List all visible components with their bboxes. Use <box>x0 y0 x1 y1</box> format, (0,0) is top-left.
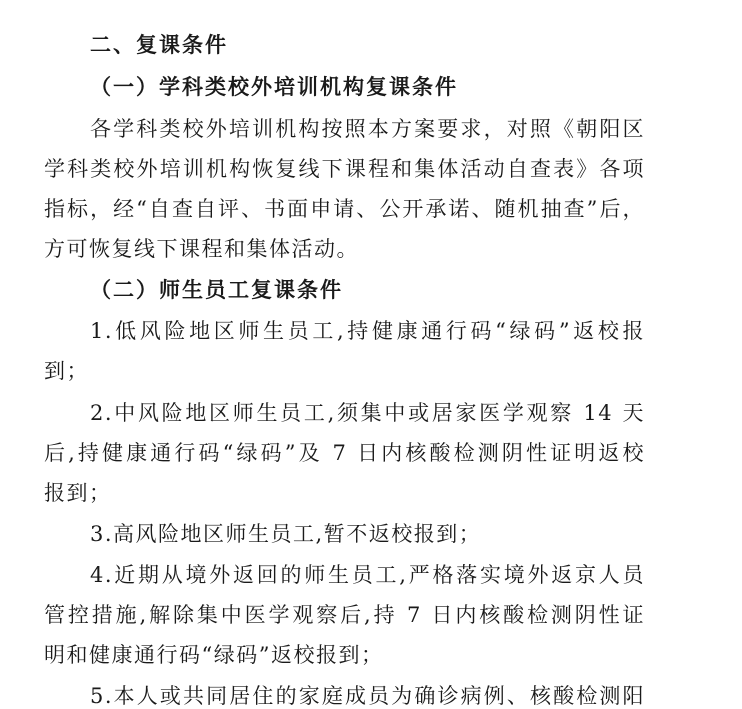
list-item-line: 5.本人或共同居住的家庭成员为确诊病例、核酸检测阳 <box>90 684 645 708</box>
list-item-line: 明和健康通行码“绿码”返校报到； <box>44 643 384 667</box>
subsection-title-1: （一）学科类校外培训机构复课条件 <box>90 75 458 99</box>
list-item-line: 4.近期从境外返回的师生员工,严格落实境外返京人员 <box>90 563 645 587</box>
list-item-line: 3.高风险地区师生员工,暂不返校报到； <box>90 522 482 546</box>
paragraph-line: 方可恢复线下课程和集体活动。 <box>44 237 359 261</box>
list-item-line: 管控措施,解除集中医学观察后,持 7 日内核酸检测阴性证 <box>44 603 645 627</box>
list-item-line: 1.低风险地区师生员工,持健康通行码“绿码”返校报 <box>90 319 645 343</box>
list-item-line: 后,持健康通行码“绿码”及 7 日内核酸检测阴性证明返校 <box>44 441 645 465</box>
paragraph-line: 各学科类校外培训机构按照本方案要求，对照《朝阳区 <box>90 117 645 141</box>
list-item-line: 到； <box>44 359 89 383</box>
list-item-line: 报到； <box>44 481 112 505</box>
section-heading: 二、复课条件 <box>90 33 228 57</box>
paragraph-line: 学科类校外培训机构恢复线下课程和集体活动自查表》各项 <box>44 157 645 181</box>
paragraph-line: 指标，经“自查自评、书面申请、公开承诺、随机抽查”后， <box>44 197 645 221</box>
subsection-title-2: （二）师生员工复课条件 <box>90 278 343 302</box>
list-item-line: 2.中风险地区师生员工,须集中或居家医学观察 14 天 <box>90 401 645 425</box>
